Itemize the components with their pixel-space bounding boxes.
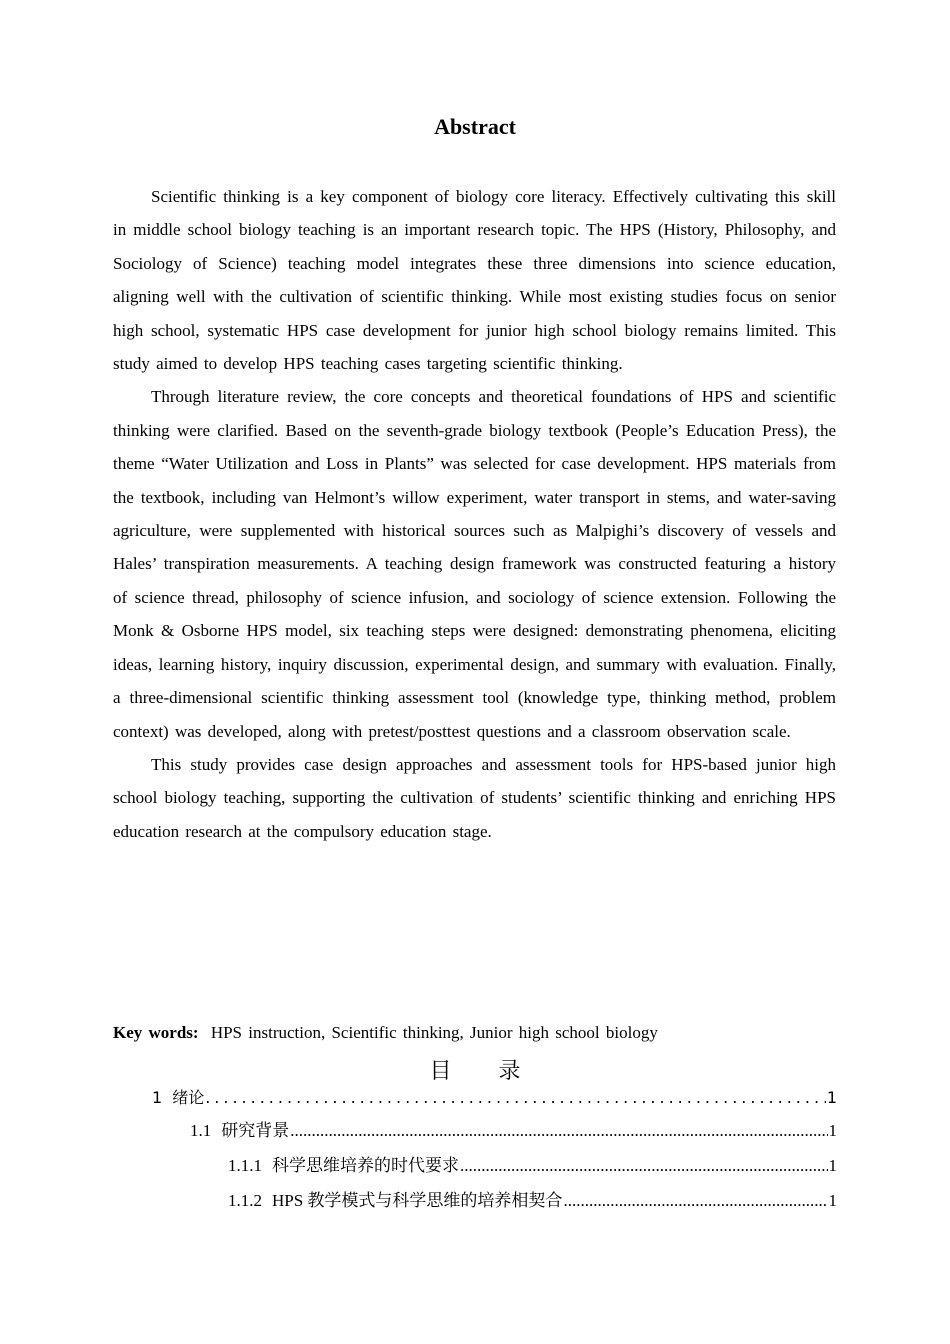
keywords-label: Key words: — [113, 1023, 199, 1042]
abstract-title: Abstract — [434, 114, 516, 139]
toc-entry-text: 研究背景 — [221, 1121, 290, 1140]
toc-entry-text: HPS 教学模式与科学思维的培养相契合 — [272, 1191, 563, 1210]
toc-entry-number: 1 — [152, 1088, 163, 1107]
toc-entry[interactable] — [152, 1086, 837, 1110]
abstract-paragraph: Scientific thinking is a key component of biology core literacy. Effectively cultivating this skill in middle school biology teaching is an important research topic. The HPS (History, Philosophy, and Sociology of Science) teaching model integrates these three dimensions into science education, aligning well with the cultivation of scientific thinking. While most existing studies focus on senior high school, systematic HPS case development for junior high school biology remains limited. This study aimed to develop HPS teaching cases targeting scientific thinking. — [113, 187, 836, 374]
toc-entry[interactable] — [190, 1119, 837, 1143]
toc-entry-number: 1.1.2 — [228, 1191, 262, 1210]
abstract-paragraph: Through literature review, the core concepts and theoretical foundations of HPS and scientific thinking were clarified. Based on the seventh-grade biology textbook (People’s Education Press), the theme “Water Utilization and Loss in Plants” was selected for case development. HPS materials from the textbook, including van Helmont’s willow experiment, water transport in stems, and water-saving agriculture, were supplemented with historical sources such as Malpighi’s discovery of vessels and Hales’ transpiration measurements. A teaching design framework was constructed featuring a history of science thread, philosophy of science infusion, and sociology of science extension. Following the Monk & Osborne HPS model, six teaching steps were designed: demonstrating phenomena, eliciting ideas, learning history, inquiry discussion, experimental design, and summary with evaluation. Finally, a three-dimensional scientific thinking assessment tool (knowledge type, thinking method, problem context) was developed, along with pretest/posttest questions and a classroom observation scale. — [113, 387, 836, 741]
toc-dot-leader — [460, 1154, 828, 1178]
toc-title: 目 录 — [429, 1059, 541, 1084]
toc-entry-page: 1 — [828, 1191, 837, 1210]
keywords-line — [113, 1016, 836, 1049]
toc-entry-page: 1 — [826, 1088, 837, 1107]
toc-entry[interactable] — [228, 1189, 837, 1213]
toc-entry-number: 1.1 — [190, 1121, 212, 1140]
keywords-value: HPS instruction, Scientific thinking, Junior high school biology — [210, 1023, 658, 1042]
toc-entry-page: 1 — [828, 1121, 837, 1140]
toc-entry-text: 科学思维培养的时代要求 — [272, 1156, 459, 1175]
toc-entry-number: 1.1.1 — [228, 1156, 262, 1175]
toc-entry-page: 1 — [828, 1156, 837, 1175]
toc-dot-leader — [290, 1119, 827, 1143]
toc-entry-text: 绪论 — [172, 1088, 205, 1107]
abstract-paragraph: This study provides case design approaches and assessment tools for HPS-based junior high school biology teaching, supporting the cultivation of students’ scientific thinking and enriching HPS education research at the compulsory education stage. — [113, 754, 836, 841]
toc-dot-leader — [563, 1189, 827, 1213]
toc-entry[interactable] — [228, 1154, 837, 1178]
toc-dot-leader — [205, 1086, 826, 1110]
abstract-body — [113, 180, 836, 848]
